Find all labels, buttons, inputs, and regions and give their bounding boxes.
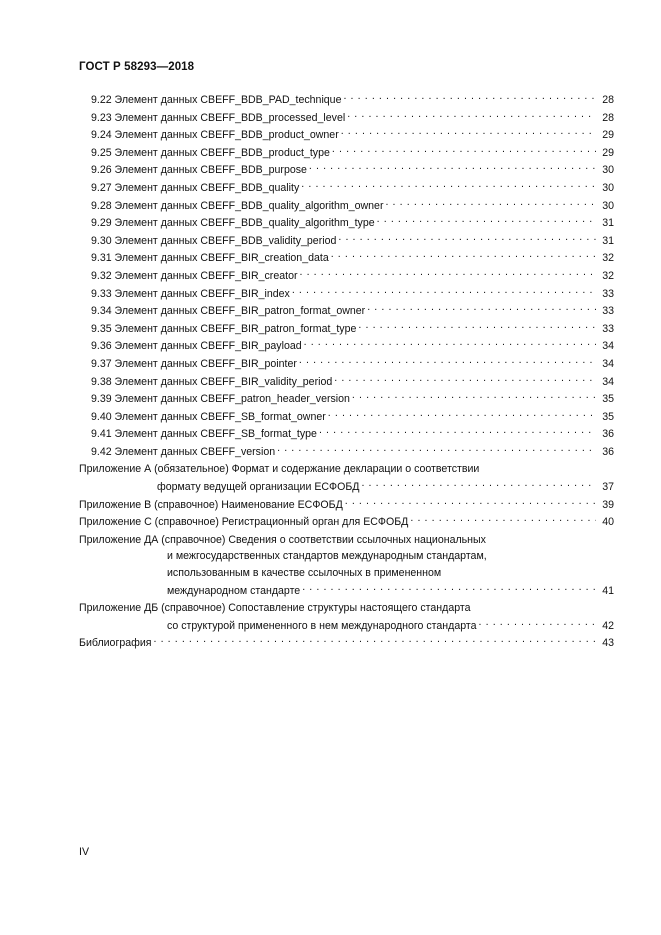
toc-entry[interactable] <box>79 390 614 408</box>
dot-leader <box>153 634 596 646</box>
toc-entry-title: со структурой примененного в нем международного стандарта <box>167 619 477 632</box>
toc-entry[interactable] <box>79 249 614 267</box>
toc-entry-title: 9.38 Элемент данных CBEFF_BIR_validity_period <box>91 375 333 388</box>
toc-entry-title: Библиография <box>79 637 152 650</box>
toc-entry-title: 9.40 Элемент данных CBEFF_SB_format_owner <box>91 410 326 423</box>
toc-entry-title: 9.37 Элемент данных CBEFF_BIR_pointer <box>91 357 297 370</box>
toc-entry-page: 43 <box>602 637 614 650</box>
dot-leader <box>341 126 596 138</box>
dot-leader <box>347 109 596 121</box>
dot-leader <box>345 496 596 508</box>
toc-entry-page: 33 <box>602 305 614 318</box>
toc-entry-page: 35 <box>602 410 614 423</box>
toc-entry[interactable] <box>79 337 614 355</box>
dot-leader <box>352 390 596 402</box>
toc-entry[interactable] <box>79 161 614 179</box>
toc-entry-title: 9.32 Элемент данных CBEFF_BIR_creator <box>91 269 298 282</box>
toc-entry-title: 9.34 Элемент данных CBEFF_BIR_patron_format_owner <box>91 305 366 318</box>
toc-entry-page: 33 <box>602 287 614 300</box>
toc-entry-title: 9.25 Элемент данных CBEFF_BDB_product_type <box>91 146 330 159</box>
toc-entry-title: формату ведущей организации ЕСФОБД <box>157 481 360 494</box>
toc-entry-continuation <box>79 478 614 496</box>
toc-entry-page: 30 <box>602 199 614 212</box>
toc-bibliography[interactable] <box>79 634 614 652</box>
dot-leader <box>385 197 596 209</box>
dot-leader <box>338 232 596 244</box>
toc-entry-continuation <box>79 617 614 635</box>
dot-leader <box>367 302 596 314</box>
toc-entry-continuation <box>79 582 614 600</box>
toc-entry-title: 9.29 Элемент данных CBEFF_BDB_quality_algorithm_type <box>91 217 375 230</box>
dot-leader <box>334 373 596 385</box>
toc-entry-page: 34 <box>602 340 614 353</box>
toc-entry-page: 36 <box>602 445 614 458</box>
toc-entry-title: Приложение В (справочное) Наименование ЕСФОБД <box>79 498 343 511</box>
toc-entry[interactable] <box>79 355 614 373</box>
toc-entry-page: 30 <box>602 181 614 194</box>
toc-entry[interactable] <box>79 232 614 250</box>
toc-entry-page: 42 <box>602 619 614 632</box>
toc-entry-page: 41 <box>602 584 614 597</box>
dot-leader <box>358 320 596 332</box>
toc-entry-page: 31 <box>602 217 614 230</box>
toc-entry-page: 30 <box>602 164 614 177</box>
toc-entry[interactable] <box>79 302 614 320</box>
toc-entry[interactable] <box>79 179 614 197</box>
document-header: ГОСТ Р 58293—2018 <box>79 61 195 73</box>
toc-entry-title: Приложение ДБ (справочное) Сопоставление структуры настоящего стандарта <box>79 602 471 615</box>
toc-entry[interactable] <box>79 109 614 127</box>
toc-entry[interactable] <box>79 425 614 443</box>
toc-entry-page: 40 <box>602 516 614 529</box>
toc-appendix-b[interactable] <box>79 496 614 514</box>
toc-entry[interactable] <box>79 267 614 285</box>
toc-entry-page: 36 <box>602 428 614 441</box>
dot-leader <box>299 355 596 367</box>
toc-appendix-db[interactable] <box>79 600 614 634</box>
toc-entry[interactable] <box>79 214 614 232</box>
toc-entry-title: 9.41 Элемент данных CBEFF_SB_format_type <box>91 428 317 441</box>
toc-entry-title: 9.23 Элемент данных CBEFF_BDB_processed_level <box>91 111 346 124</box>
toc-entry-title: 9.35 Элемент данных CBEFF_BIR_patron_format_type <box>91 322 357 335</box>
toc-entry[interactable] <box>79 443 614 461</box>
dot-leader <box>292 285 596 297</box>
toc-entry-title: Приложение А (обязательное) Формат и содержание декларации о соответствии <box>79 463 480 476</box>
dot-leader <box>410 513 596 525</box>
toc-entry-title: 9.22 Элемент данных CBEFF_BDB_PAD_technique <box>91 94 342 106</box>
dot-leader <box>302 582 596 594</box>
toc-entry-title: Приложение ДА (справочное) Сведения о соответствии ссылочных национальных <box>79 533 486 546</box>
toc-entry-page: 29 <box>602 129 614 142</box>
dot-leader <box>331 249 596 261</box>
toc-entry[interactable] <box>79 126 614 144</box>
dot-leader <box>361 478 596 490</box>
toc-entry-title: 9.27 Элемент данных CBEFF_BDB_quality <box>91 181 300 194</box>
toc-entry-continuation: и межгосударственных стандартов международным стандартам, <box>167 550 487 563</box>
toc-entry-title: 9.24 Элемент данных CBEFF_BDB_product_owner <box>91 129 339 142</box>
toc-entry-page: 34 <box>602 357 614 370</box>
toc-entry-title: Приложение С (справочное) Регистрационный орган для ЕСФОБД <box>79 516 409 529</box>
toc-entry-page: 32 <box>602 252 614 265</box>
toc-entry-title: 9.42 Элемент данных CBEFF_version <box>91 445 276 458</box>
page-number: IV <box>79 846 90 858</box>
toc-entry-title: международном стандарте <box>167 584 301 597</box>
toc-entry[interactable] <box>79 144 614 162</box>
toc-appendix-da[interactable] <box>79 532 614 599</box>
toc-entry[interactable] <box>79 408 614 426</box>
toc-entry-title: 9.39 Элемент данных CBEFF_patron_header_version <box>91 393 350 406</box>
toc-entry[interactable] <box>79 91 614 109</box>
toc-appendix-a[interactable] <box>79 461 614 495</box>
toc-entry-page: 39 <box>602 498 614 511</box>
toc-entry-page: 28 <box>602 111 614 124</box>
dot-leader <box>328 408 596 420</box>
toc-entry-page: 31 <box>602 234 614 247</box>
toc-entry[interactable] <box>79 320 614 338</box>
toc-entry-title: 9.33 Элемент данных CBEFF_BIR_index <box>91 287 290 300</box>
dot-leader <box>377 214 596 226</box>
toc-entry-title: 9.36 Элемент данных CBEFF_BIR_payload <box>91 340 302 353</box>
table-of-contents <box>79 91 614 652</box>
toc-entry-title: 9.28 Элемент данных CBEFF_BDB_quality_algorithm_owner <box>91 199 384 212</box>
dot-leader <box>301 179 596 191</box>
dot-leader <box>343 91 596 103</box>
toc-entry[interactable] <box>79 373 614 391</box>
toc-entry-page: 32 <box>602 269 614 282</box>
toc-entry-title: 9.31 Элемент данных CBEFF_BIR_creation_data <box>91 252 329 265</box>
dot-leader <box>277 443 596 455</box>
dot-leader <box>479 617 596 629</box>
toc-entry-title: 9.26 Элемент данных CBEFF_BDB_purpose <box>91 164 307 177</box>
toc-entry[interactable] <box>79 285 614 303</box>
toc-entry-continuation: использованным в качестве ссылочных в примененном <box>167 567 442 580</box>
dot-leader <box>300 267 597 279</box>
toc-entry-page: 33 <box>602 322 614 335</box>
dot-leader <box>309 161 596 173</box>
toc-entry-page: 35 <box>602 393 614 406</box>
toc-entry-page: 37 <box>602 481 614 494</box>
toc-entry-page: 28 <box>602 94 614 106</box>
dot-leader <box>319 425 596 437</box>
toc-entry-title: 9.30 Элемент данных CBEFF_BDB_validity_period <box>91 234 337 247</box>
toc-entry-page: 29 <box>602 146 614 159</box>
toc-entry-page: 34 <box>602 375 614 388</box>
toc-entry[interactable] <box>79 197 614 215</box>
dot-leader <box>304 337 596 349</box>
dot-leader <box>332 144 596 156</box>
toc-appendix-c[interactable] <box>79 513 614 531</box>
